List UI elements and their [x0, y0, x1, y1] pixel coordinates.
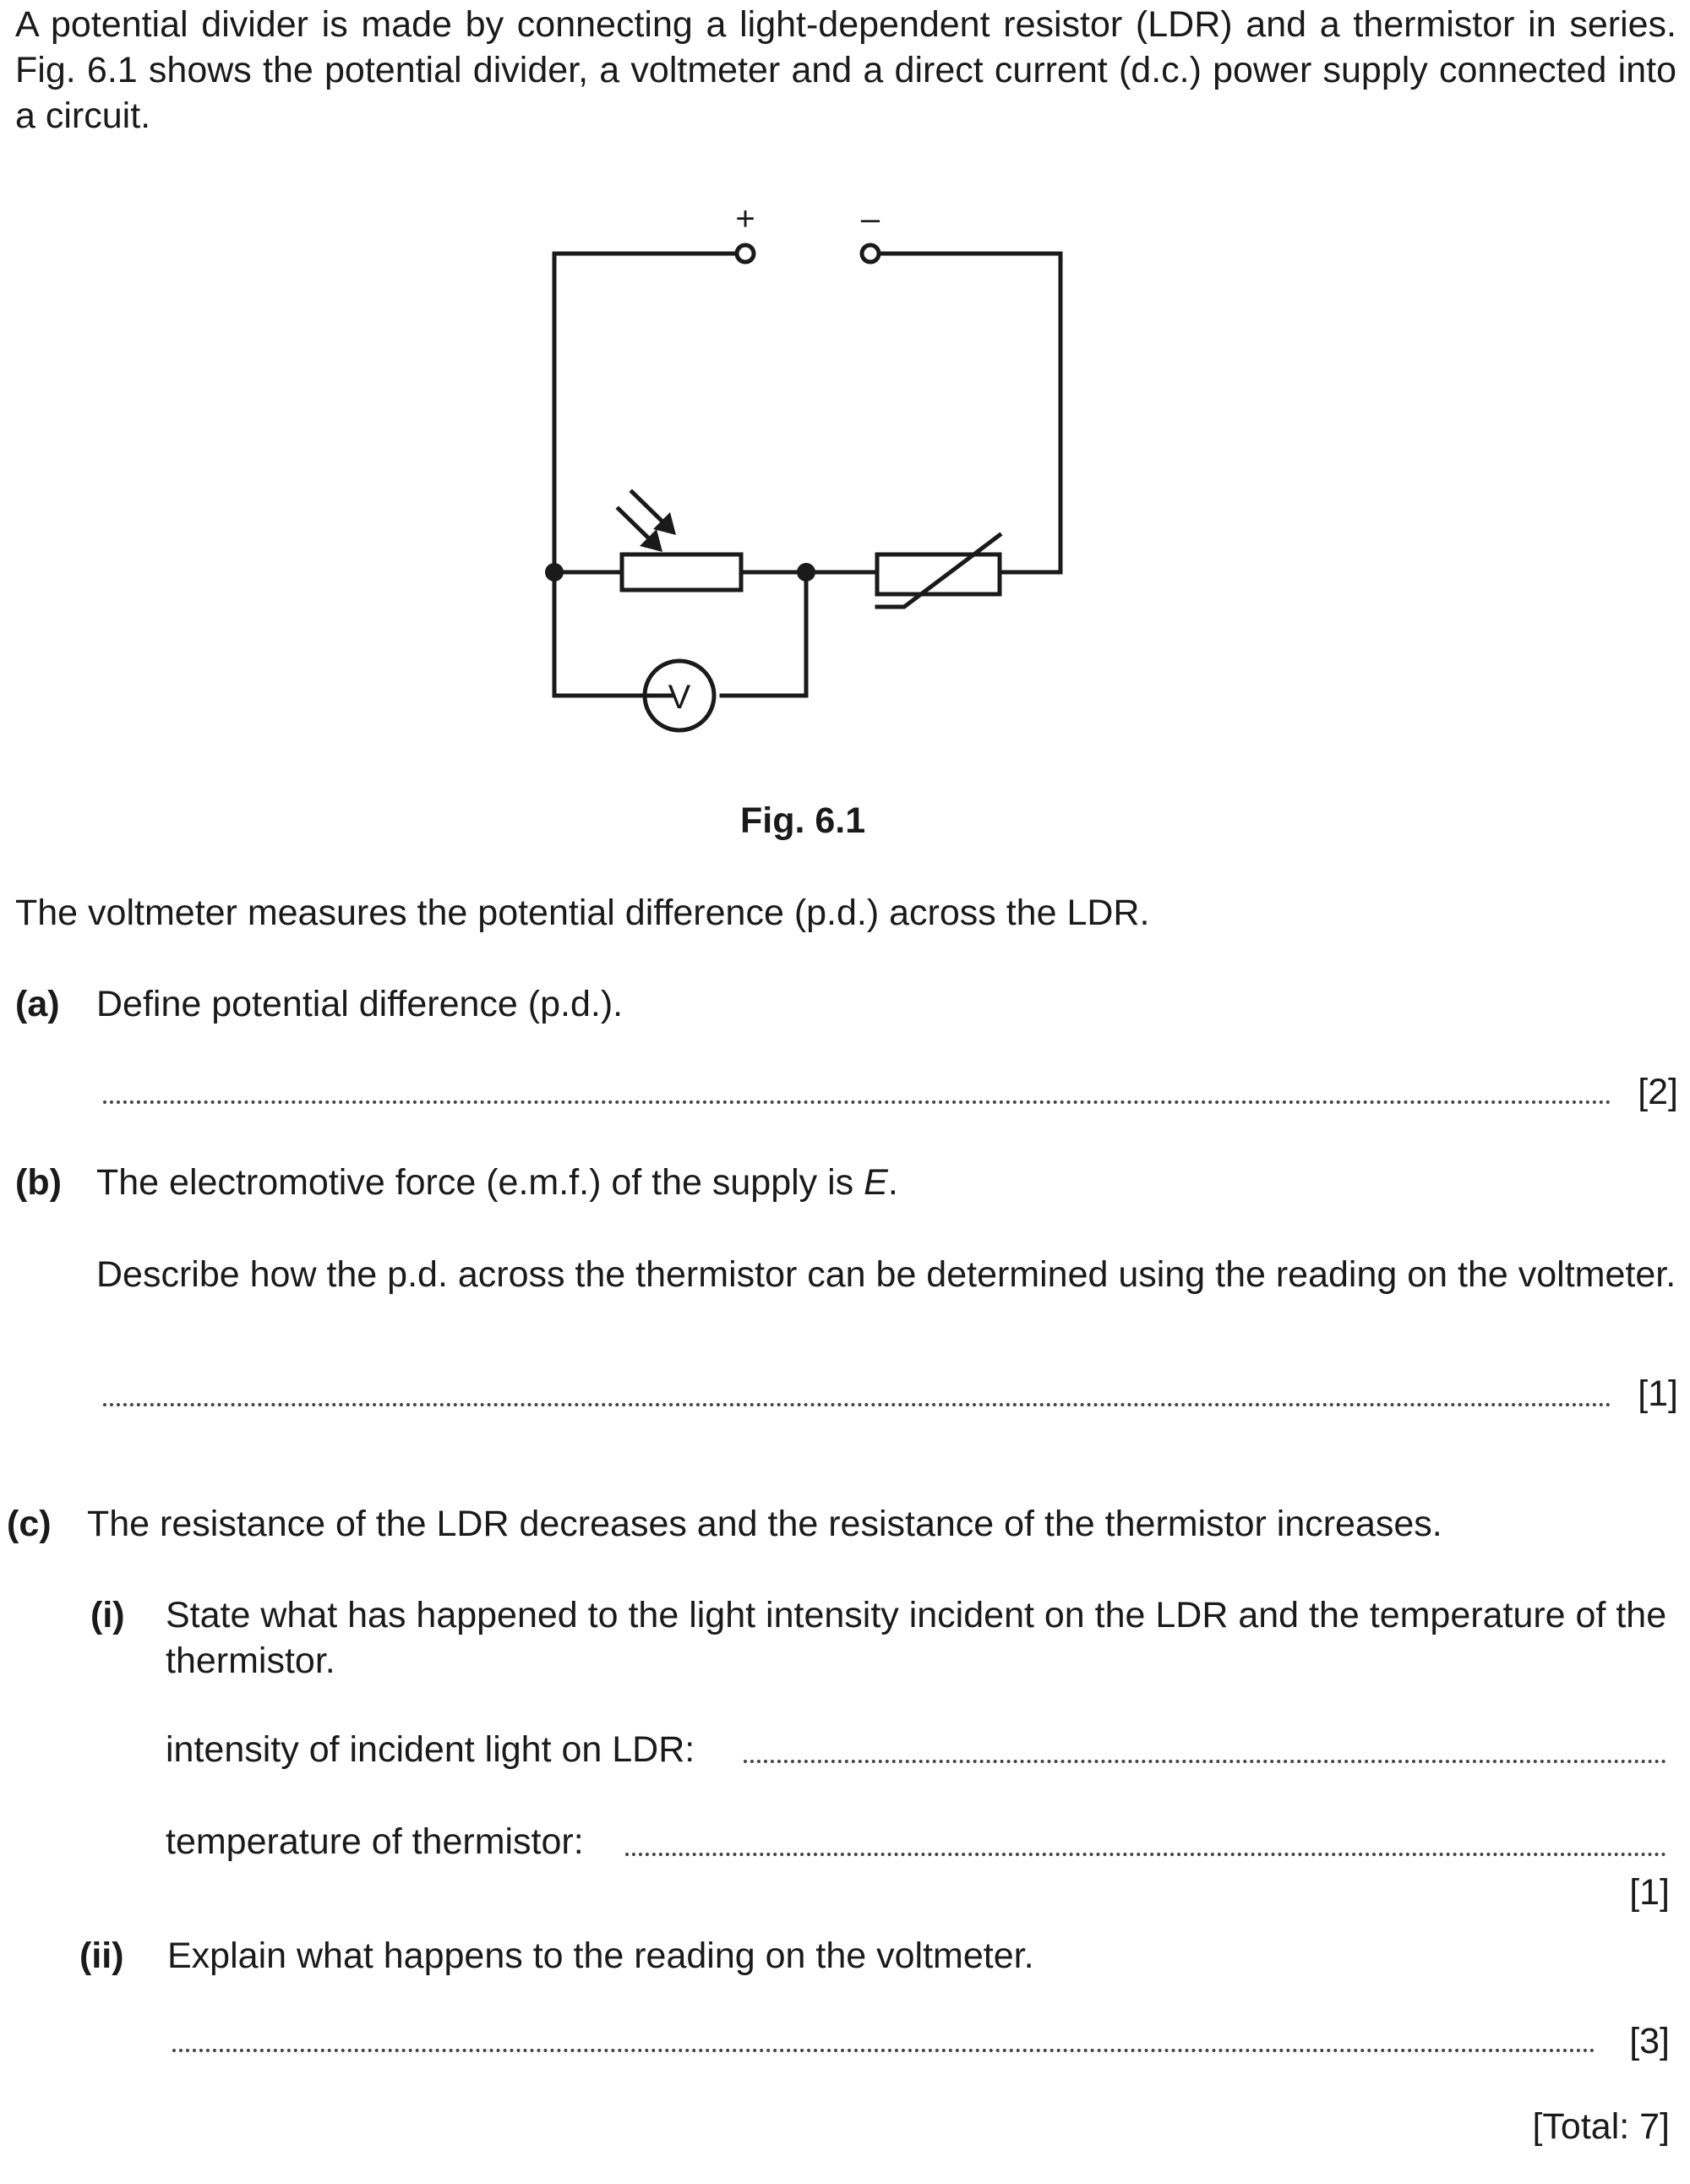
part-c-ii-text: Explain what happens to the reading on the voltmeter. [167, 1936, 1034, 1976]
light-intensity-label: intensity of incident light on LDR: [166, 1729, 695, 1770]
answer-line-b[interactable] [103, 1403, 1611, 1406]
part-c-i-label: (i) [90, 1595, 125, 1635]
plus-label: + [735, 200, 755, 238]
terminal-negative [862, 245, 879, 262]
part-b-label: (b) [15, 1162, 62, 1203]
part-b-instruction: Describe how the p.d. across the thermistor can be determined using the reading on the voltmeter. [96, 1254, 1676, 1295]
junction-middle [797, 563, 815, 581]
part-c-i-text: State what has happened to the light intensity incident on the LDR and the temperature of the thermistor. [166, 1595, 1667, 1681]
part-b-mark: [1] [1638, 1373, 1678, 1414]
part-c-ii-mark: [3] [1629, 2021, 1670, 2061]
part-a-label: (a) [15, 984, 60, 1024]
part-c-ii-label: (ii) [79, 1936, 124, 1976]
part-c-label: (c) [7, 1504, 52, 1544]
part-b-emf-symbol: E [864, 1162, 888, 1203]
answer-line-light-intensity[interactable] [744, 1760, 1666, 1763]
answer-line-a[interactable] [103, 1100, 1611, 1104]
part-c-i-mark: [1] [1629, 1872, 1670, 1913]
terminal-positive [737, 245, 754, 262]
junction-left [545, 563, 564, 581]
circuit-diagram [0, 0, 1690, 845]
thermistor-temp-label: temperature of thermistor: [166, 1821, 584, 1862]
part-b-text-post: . [887, 1162, 898, 1203]
question-stem: The voltmeter measures the potential difference (p.d.) across the LDR. [15, 893, 1150, 933]
answer-line-c-ii[interactable] [172, 2049, 1595, 2052]
ldr-resistor [622, 554, 741, 590]
part-b-text-pre: The electromotive force (e.m.f.) of the supply is [96, 1162, 864, 1203]
minus-label: – [860, 200, 880, 238]
intro-paragraph: A potential divider is made by connecting a light-dependent resistor (LDR) and a thermistor in series. Fig. 6.1 shows the potential divider, a voltmeter and a direct current (d.c.) power supply connected into a circuit. [15, 4, 1676, 136]
wire-left-top [554, 254, 737, 696]
part-a-text: Define potential difference (p.d.). [96, 984, 624, 1024]
total-marks: [Total: 7] [1532, 2106, 1670, 2147]
answer-line-temperature[interactable] [625, 1853, 1666, 1856]
figure-caption: Fig. 6.1 [740, 800, 866, 841]
thermistor [877, 554, 1000, 594]
part-c-text: The resistance of the LDR decreases and the resistance of the thermistor increases. [87, 1504, 1442, 1544]
wire-right [879, 254, 1060, 572]
voltmeter-label: V [668, 679, 691, 716]
part-a-mark: [2] [1638, 1072, 1678, 1112]
part-b-text [96, 1160, 898, 1205]
